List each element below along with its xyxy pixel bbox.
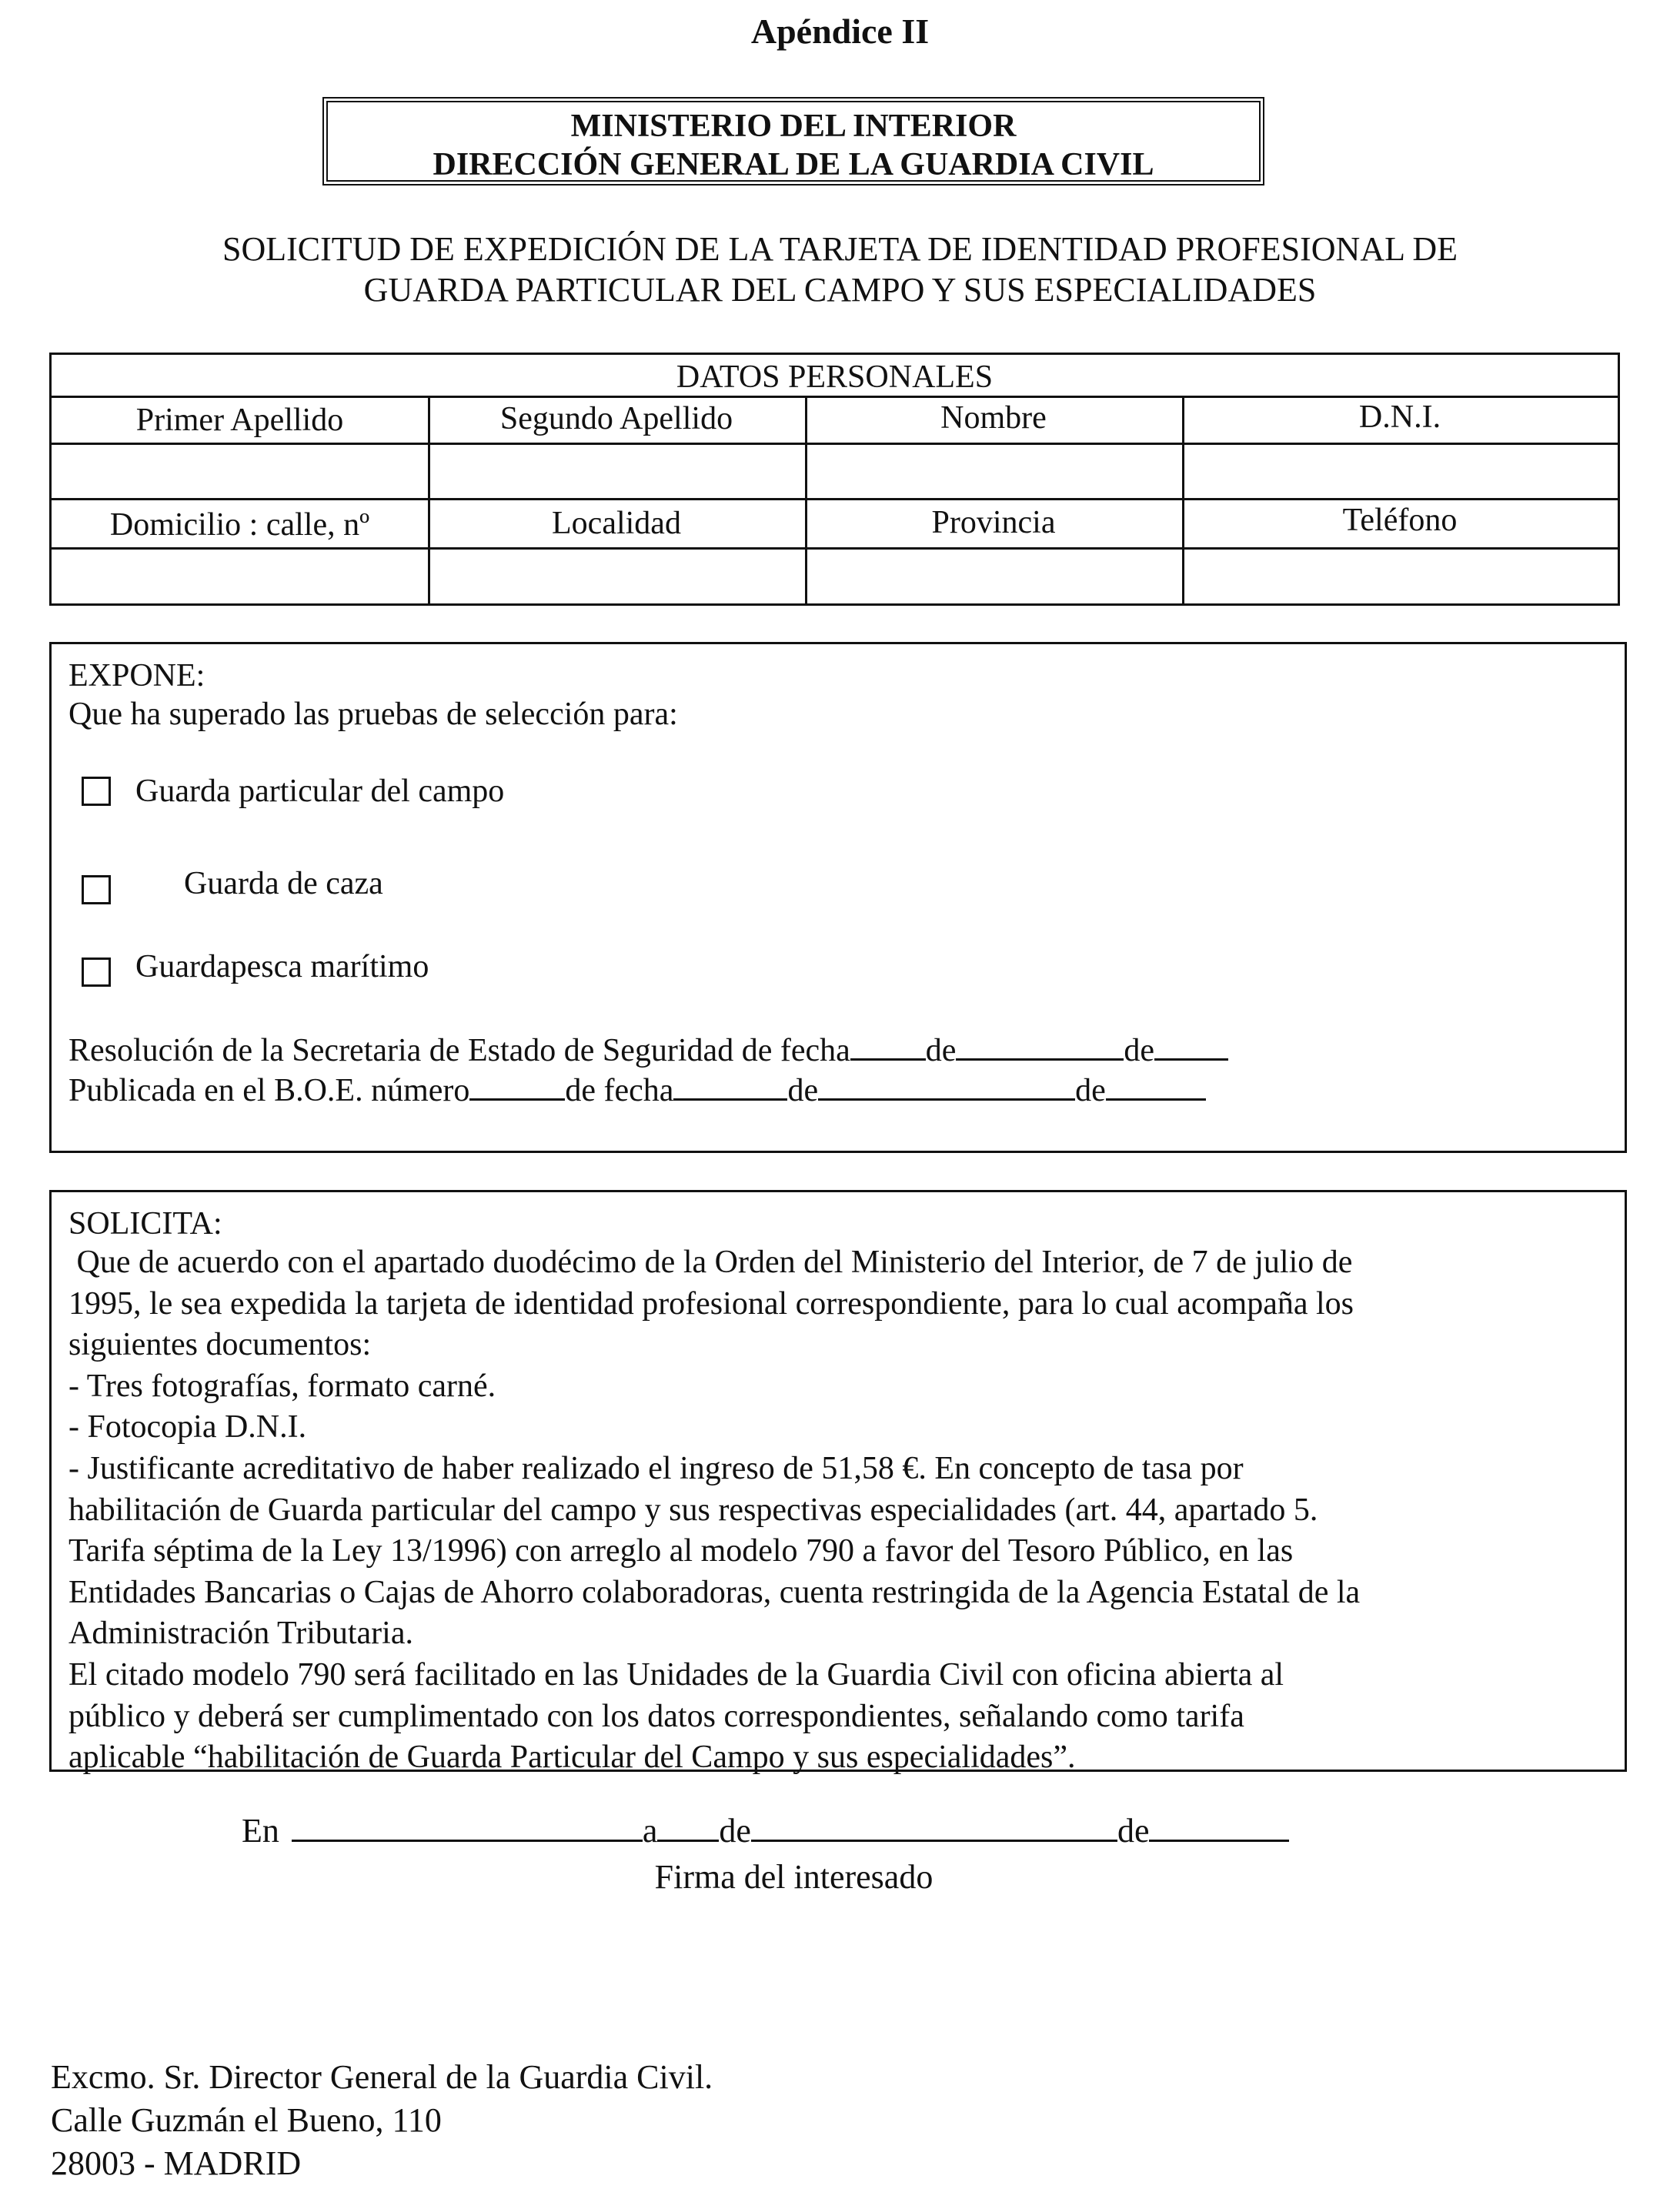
publicada-de-2: de (1075, 1073, 1106, 1108)
checkbox-guarda-caza[interactable] (82, 875, 111, 904)
form-title-line2: GUARDA PARTICULAR DEL CAMPO Y SUS ESPECIALIDADES (363, 271, 1317, 309)
resolucion-label: Resolución de la Secretaria de Estado de Seguridad de fecha (68, 1033, 850, 1068)
publicada-line (68, 1069, 1206, 1110)
address-line1: Excmo. Sr. Director General de la Guardia Civil. (51, 2058, 713, 2096)
solicita-line: habilitación de Guarda particular del campo y sus respectivas especialidades (art. 44, apartado 5. (68, 1492, 1318, 1528)
boe-day-field[interactable] (673, 1069, 787, 1101)
boe-number-field[interactable] (469, 1069, 565, 1101)
ministry-name: MINISTERIO DEL INTERIOR (570, 109, 1017, 144)
signature-de-1: de (719, 1812, 751, 1850)
solicita-line: público y deberá ser cumplimentado con los datos correspondientes, señalando como tarifa (68, 1698, 1244, 1734)
label-domicilio: Domicilio : calle, nº (109, 507, 370, 543)
expone-intro: Que ha superado las pruebas de selección para: (68, 697, 678, 732)
label-localidad: Localidad (552, 506, 681, 541)
signature-label: Firma del interesado (654, 1858, 934, 1896)
solicita-line: - Justificante acreditativo de haber realizado el ingreso de 51,58 €. En concepto de tasa por (68, 1450, 1244, 1486)
label-nombre: Nombre (940, 400, 1047, 436)
form-title-line1: SOLICITUD DE EXPEDICIÓN DE LA TARJETA DE IDENTIDAD PROFESIONAL DE (222, 230, 1458, 268)
solicita-line: - Fotocopia D.N.I. (68, 1409, 307, 1445)
address-line3: 28003 - MADRID (51, 2144, 302, 2182)
input-nombre[interactable] (808, 445, 1181, 496)
input-segundo-apellido[interactable] (431, 445, 803, 496)
resolucion-year-field[interactable] (1154, 1029, 1228, 1061)
publicada-fecha: de fecha (565, 1073, 674, 1108)
month-field[interactable] (751, 1810, 1117, 1842)
solicita-line: El citado modelo 790 será facilitado en las Unidades de la Guardia Civil con oficina abierta al (68, 1656, 1284, 1693)
table-divider (52, 498, 1618, 500)
publicada-de-1: de (787, 1073, 819, 1108)
input-primer-apellido[interactable] (54, 445, 426, 496)
option-guarda-campo: Guarda particular del campo (135, 774, 505, 809)
directorate-name: DIRECCIÓN GENERAL DE LA GUARDIA CIVIL (433, 147, 1154, 182)
solicita-body (68, 1242, 1615, 1779)
input-provincia[interactable] (808, 550, 1181, 603)
expone-title: EXPONE: (68, 658, 205, 693)
input-domicilio[interactable] (54, 550, 426, 603)
label-provincia: Provincia (931, 505, 1056, 540)
personal-data-table (49, 353, 1620, 606)
resolucion-month-field[interactable] (956, 1029, 1124, 1061)
label-telefono: Teléfono (1342, 503, 1458, 538)
publicada-label: Publicada en el B.O.E. número (68, 1073, 470, 1108)
checkbox-guardapesca[interactable] (82, 957, 111, 987)
boe-year-field[interactable] (1106, 1069, 1206, 1101)
year-field[interactable] (1149, 1810, 1289, 1842)
solicita-line: aplicable “habilitación de Guarda Particular del Campo y sus especialidades”. (68, 1740, 1076, 1776)
label-dni: D.N.I. (1358, 399, 1441, 435)
ministry-header-box (322, 97, 1264, 185)
datos-personales-header: DATOS PERSONALES (676, 359, 994, 395)
resolucion-de-1: de (925, 1033, 957, 1068)
solicita-line: 1995, le sea expedida la tarjeta de identidad profesional correspondiente, para lo cual acompaña los (68, 1285, 1354, 1322)
signature-place-date-line (242, 1810, 1289, 1852)
solicita-line: Administración Tributaria. (68, 1616, 413, 1652)
solicita-line: siguientes documentos: (68, 1327, 372, 1363)
label-primer-apellido: Primer Apellido (135, 403, 344, 438)
form-title (46, 229, 1634, 310)
resolucion-line (68, 1029, 1228, 1070)
signature-de-2: de (1117, 1812, 1150, 1850)
day-field[interactable] (657, 1810, 719, 1842)
boe-month-field[interactable] (818, 1069, 1075, 1101)
signature-a: a (642, 1812, 658, 1850)
option-guarda-caza: Guarda de caza (184, 866, 383, 901)
solicita-line: Entidades Bancarias o Cajas de Ahorro colaboradoras, cuenta restringida de la Agencia Estatal de la (68, 1574, 1361, 1610)
solicita-line: Tarifa séptima de la Ley 13/1996) con arreglo al modelo 790 a favor del Tesoro Público, en las (68, 1533, 1294, 1569)
input-dni[interactable] (1185, 445, 1616, 496)
solicita-section (49, 1190, 1627, 1776)
resolucion-de-2: de (1124, 1033, 1155, 1068)
appendix-title: Apéndice II (750, 12, 930, 51)
input-telefono[interactable] (1185, 550, 1616, 603)
input-localidad[interactable] (431, 550, 803, 603)
signature-en: En (242, 1812, 279, 1850)
resolucion-day-field[interactable] (850, 1029, 926, 1061)
solicita-line: Que de acuerdo con el apartado duodécimo de la Orden del Ministerio del Interior, de 7 de julio de (68, 1245, 1353, 1280)
address-line2: Calle Guzmán el Bueno, 110 (51, 2101, 442, 2139)
expone-section (49, 642, 1627, 1153)
solicita-title: SOLICITA: (68, 1206, 222, 1242)
solicita-line: - Tres fotografías, formato carné. (68, 1368, 496, 1404)
place-field[interactable] (292, 1810, 643, 1842)
checkbox-guarda-campo[interactable] (82, 777, 111, 806)
option-guardapesca: Guardapesca marítimo (135, 949, 429, 984)
label-segundo-apellido: Segundo Apellido (499, 401, 733, 436)
